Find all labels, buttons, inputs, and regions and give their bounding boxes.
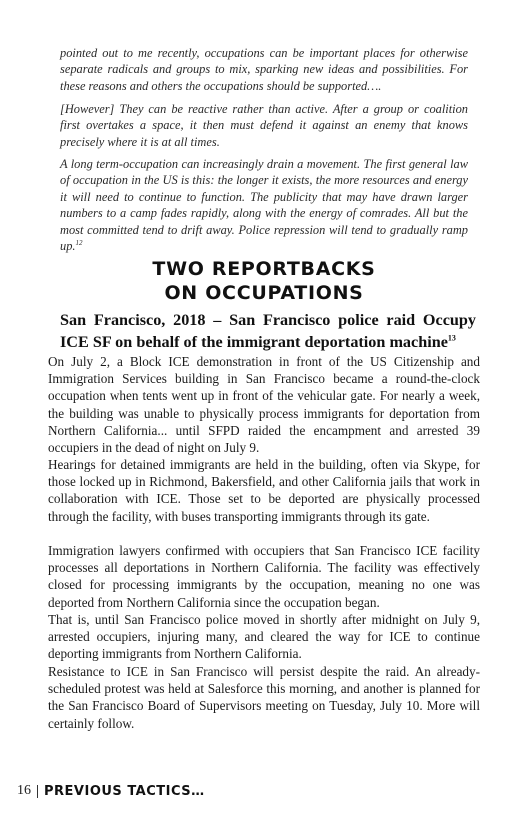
block-quote-paragraph: [However] They can be reactive rather than active. After a group or coalition first overtakes a space, it then must defend it against an enemy that knows precisely where it is at all times. (60, 102, 468, 149)
footnote-marker: 12 (75, 238, 83, 247)
block-quote-text: A long term-occupation can increasingly drain a movement. The first general law of occupation in the US is this: the longer it exists, the more resources and energy it will need to continue to function. The publicity that may have drawn larger numbers to a camp fades rapidly, along with the energy of comrades. All but the most committed tend to drift away. Police repression will tend to gradually ramp up. (60, 157, 468, 254)
block-quote-paragraph: pointed out to me recently, occupations can be important places for otherwise separate radicals and groups to mix, sparking new ideas and possibilities. For these reasons and others the occupations should be supported…. (60, 46, 468, 93)
section-title-line: ON OCCUPATIONS (164, 282, 364, 304)
footer-divider (37, 785, 38, 798)
footnote-marker: 13 (447, 333, 456, 343)
subheading-line: San Francisco, 2018 – San Francisco police raid Occupy (60, 311, 476, 329)
body-paragraph: Immigration lawyers confirmed with occupiers that San Francisco ICE facility processes all deportations in Northern California. The facility was effectively closed for processing immigrants by the occupation, meaning no one was deported from Northern California since the occupation began. (48, 543, 480, 610)
block-quote-paragraph (60, 156, 468, 254)
subheading-line (60, 332, 476, 354)
body-paragraph: On July 2, a Block ICE demonstration in front of the US Citizenship and Immigration Services building in San Francisco became a round-the-clock occupation when tents went up in front of the vehicular gate. For nearly a week, the building was unable to physically process immigrants for deportation from Northern California... until SFPD raided the encampment and arrested 39 occupiers in the dead of night on July 9. (48, 354, 480, 456)
article-subheading (60, 310, 476, 353)
subheading-text: ICE SF on behalf of the immigrant deportation machine (60, 332, 448, 351)
body-paragraph: That is, until San Francisco police moved in shortly after midnight on July 9, arrested occupiers, injuring many, and cleared the way for ICE to continue deporting immigrants from Northern California. (48, 612, 480, 662)
page-footer (17, 781, 205, 801)
body-paragraph: Resistance to ICE in San Francisco will persist despite the raid. An already-scheduled protest was held at Salesforce this morning, and another is planned for the San Francisco Board of Supervisors meeting on Tuesday, July 10. More will certainly follow. (48, 664, 480, 731)
page-number: 16 (17, 783, 31, 798)
body-paragraph: Hearings for detained immigrants are held in the building, often via Skype, for those locked up in Richmond, Bakersfield, and other California jails that work in collaboration with ICE. Those set to be deported are physically processed through the facility, with buses transporting immigrants through its gate. (48, 457, 480, 524)
section-title-line: TWO REPORTBACKS (152, 258, 376, 280)
section-title (0, 257, 528, 305)
running-title: PREVIOUS TACTICS… (44, 783, 205, 799)
